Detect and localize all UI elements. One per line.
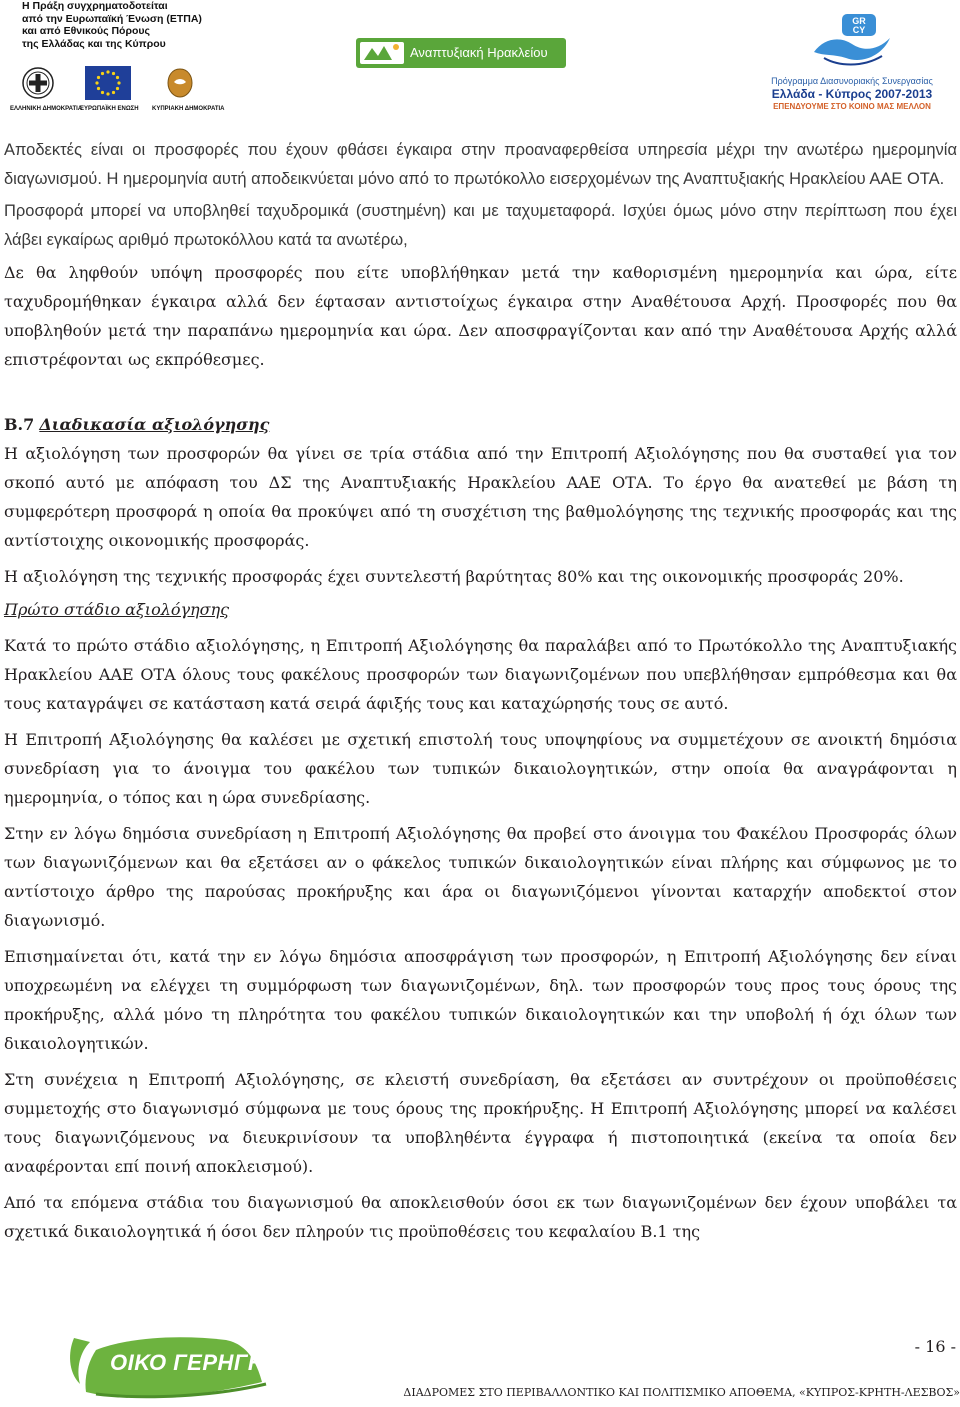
paragraph-weighting: Η αξιολόγηση της τεχνικής προσφοράς έχει συντελεστή βαρύτητας 80% και της οικονομικής προσφοράς 20%. bbox=[4, 567, 904, 586]
svg-text:CY: CY bbox=[852, 25, 866, 35]
page-number: - 16 - bbox=[914, 1337, 956, 1356]
emblem-caption: ΕΛΛΗΝΙΚΗ ΔΗΜΟΚΡΑΤΙΑ bbox=[10, 106, 83, 112]
oiko-logo-text: ΟΙΚΟ ΓΕΡΗΓΗΤΕs bbox=[110, 1350, 307, 1375]
cofunding-line: της Ελλάδας και της Κύπρου bbox=[22, 37, 166, 50]
program-logo bbox=[754, 8, 950, 112]
greek-emblem bbox=[10, 66, 83, 112]
eu-flag-icon bbox=[85, 66, 131, 100]
paragraph-first-stage: Κατά το πρώτο στάδιο αξιολόγησης, η Επιτροπή Αξιολόγησης θα παραλάβει από το Πρωτόκολλο της Αναπτυξιακής Ηρακλείου ΑΑΕ ΟΤΑ όλους τους φακέλους προσφορών των διαγωνιζομένων που υπεβλήθησαν εμπρόθεσμα και θα τους καταγράψει σε κατάσταση κατά σειρά άφιξής τους και καταχώρησής τους σε αυτό. bbox=[4, 636, 957, 713]
paragraph-exclusion: Από τα επόμενα στάδια του διαγωνισμού θα αποκλεισθούν όσοι εκ των διαγωνιζομένων δεν έχουν υποβάλει τα σχετικά δικαιολογητικά ή όσοι δεν πληρούν τις προϋποθέσεις του κεφαλαίου Β.1 της bbox=[4, 1193, 957, 1241]
paragraph-evaluation-stages: Η αξιολόγηση των προσφορών θα γίνει σε τρία στάδια από την Επιτροπή Αξιολόγησης που θα συσταθεί για τον σκοπό αυτό με απόφαση του ΔΣ της Αναπτυξιακής Ηρακλείου ΑΑΕ ΟΤΑ. Το έργο θα ανατεθεί με βάση τη συμφερότερη προσφορά η οποία θα προκύψει από τη συσχέτιση της βαθμολόγησης της τεχνικής προσφοράς και της αντίστοιχης οικονομικής προσφοράς. bbox=[4, 444, 957, 550]
cyprus-emblem-icon bbox=[163, 66, 197, 100]
cofunding-line: Η Πράξη συγχρηματοδοτείται bbox=[22, 0, 168, 12]
paragraph-public-session: Η Επιτροπή Αξιολόγησης θα καλέσει με σχετική επιστολή τους υποψηφίους να συμμετέχουν σε ανοικτή δημόσια συνεδρίαση για το άνοιγμα του φακέλου των τυπικών δικαιολογητικών, στην οποία θα αναγράφονται η ημερομηνία, ο τόπος και η ώρα συνεδρίασης. bbox=[4, 730, 957, 807]
cofunding-statement bbox=[22, 0, 212, 50]
emblem-row bbox=[10, 66, 225, 112]
greek-emblem-icon bbox=[21, 66, 55, 100]
section-heading bbox=[4, 410, 957, 439]
emblem-caption: ΕΥΡΩΠΑΪΚΗ ΕΝΩΣΗ bbox=[80, 106, 139, 112]
program-line-1: Πρόγραμμα Διασυνοριακής Συνεργασίας bbox=[771, 76, 933, 86]
paragraph-closed-session: Στη συνέχεια η Επιτροπή Αξιολόγησης, σε κλειστή συνεδρίαση, θα εξετάσει αν συντρέχουν οι προϋποθέσεις συμμετοχής στο διαγωνισμό σύμφωνα με τους όρους της προκήρυξης. Η Επιτροπή Αξιολόγησης μπορεί να καλέσει τους διαγωνιζόμενους να διευκρινίσουν τα υποβληθέντα έγγραφα ή πιστοποιητικά (εκείνα τα οποία δεν αναφέρονται επί ποινή αποκλεισμού). bbox=[4, 1070, 957, 1176]
agency-logo bbox=[356, 36, 566, 70]
program-logo-icon bbox=[754, 8, 950, 74]
agency-logo-text: Αναπτυξιακή Ηρακλείου bbox=[410, 45, 548, 60]
page-header bbox=[0, 0, 960, 112]
cofunding-line: και από Εθνικούς Πόρους bbox=[22, 25, 150, 38]
paragraph-submission-deadline: Αποδεκτές είναι οι προσφορές που έχουν φθάσει έγκαιρα στην προαναφερθείσα υπηρεσία μέχρι την ανωτέρω ημερομηνία διαγωνισμού. Η ημερομηνία αυτή αποδεικνύεται μόνο από το πρωτόκολλο εισερχομένων της Αναπτυξιακής Ηρακλείου ΑΑΕ ΟΤΑ. bbox=[4, 141, 957, 188]
program-line-2: Ελλάδα - Κύπρος 2007-2013 bbox=[771, 87, 933, 101]
section-number: Β.7 bbox=[4, 415, 35, 434]
cofunding-line: από την Ευρωπαϊκή Ένωση (ΕΤΠΑ) bbox=[22, 12, 202, 25]
section-title: Διαδικασία αξιολόγησης bbox=[39, 415, 270, 434]
paragraph-postal-submission: Προσφορά μπορεί να υποβληθεί ταχυδρομικά (συστημένη) και με ταχυμεταφορά. Ισχύει όμως μόνο στην περίπτωση που έχει λάβει εγκαίρως αριθμό πρωτοκόλλου κατά τα ανωτέρω, bbox=[4, 202, 957, 249]
emblem-caption: ΚΥΠΡΙΑΚΗ ΔΗΜΟΚΡΑΤΙΑ bbox=[152, 106, 225, 112]
cyprus-emblem bbox=[152, 66, 225, 112]
project-title: ΔΙΑΔΡΟΜΕΣ ΣΤΟ ΠΕΡΙΒΑΛΛΟΝΤΙΚΟ ΚΑΙ ΠΟΛΙΤΙΣΜΙΚΟ ΑΠΟΘΕΜΑ, «ΚΥΠΡΟΣ-ΚΡΗΤΗ-ΛΕΣΒΟΣ» bbox=[403, 1386, 960, 1399]
paragraph-late-offers: Δε θα ληφθούν υπόψη προσφορές που είτε υποβλήθηκαν μετά την καθορισμένη ημερομηνία και ώρα, είτε ταχυδρομήθηκαν έγκαιρα αλλά δεν έφτασαν αντιστοίχως έγκαιρα στην Αναθέτουσα Αρχή. Προσφορές που θα υποβληθούν μετά την παραπάνω ημερομηνία και ώρα. Δεν αποσφραγίζονται καν από την Αναθέτουσα Αρχής αλλά επιστρέφονται ως εκπρόθεσμες. bbox=[4, 263, 957, 369]
svg-text:GR: GR bbox=[852, 16, 866, 26]
program-line-3: ΕΠΕΝΔΥΟΥΜΕ ΣΤΟ ΚΟΙΝΟ ΜΑΣ ΜΕΛΛΟΝ bbox=[773, 102, 931, 111]
subheading-first-stage: Πρώτο στάδιο αξιολόγησης bbox=[4, 600, 230, 619]
paragraph-opening: Στην εν λόγω δημόσια συνεδρίαση η Επιτροπή Αξιολόγησης θα προβεί στο άνοιγμα του Φακέλου Προσφοράς όλων των διαγωνιζόμενων και θα εξετάσει αν ο φάκελος τυπικών δικαιολογητικών είναι πλήρης και σύμφωνος με το αντίστοιχο άρθρο της παρούσας προκήρυξης και άρα οι διαγωνιζόμενοι γίνονται καταρχήν αποδεκτοί στον διαγωνισμό. bbox=[4, 824, 957, 930]
document-body bbox=[4, 136, 957, 1246]
paragraph-completeness: Επισημαίνεται ότι, κατά την εν λόγω δημόσια αποσφράγιση των προσφορών, η Επιτροπή Αξιολόγησης δεν είναι υποχρεωμένη να ελέγχει τη συμμόρφωση των διαγωνιζομένων, δηλ. των προσφορών τους προς τους όρους της προκήρυξης, αλλά μόνο τη πληρότητα του φακέλου τυπικών δικαιολογητικών και την υποβολή ή όχι όλων των δικαιολογητικών. bbox=[4, 947, 957, 1053]
eu-flag bbox=[80, 66, 139, 112]
